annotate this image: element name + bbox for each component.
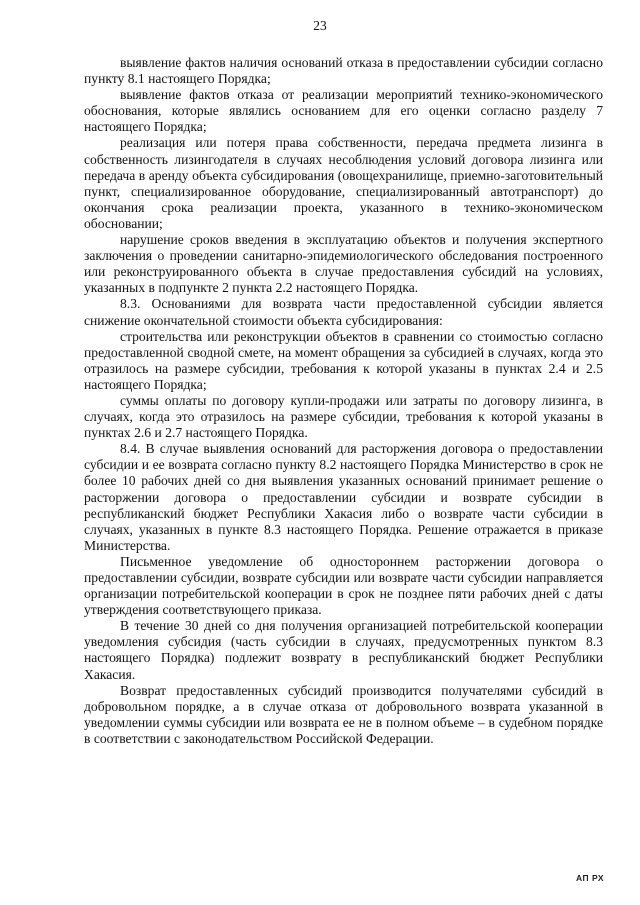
paragraph-written-notice: Письменное уведомление об одностороннем расторжении договора о предоставлении субсидии, возврате субсидии или возврате части субсидии направляется организации потребительской кооперации в срок не позднее пяти рабочих дней с даты утверждения соответствующего приказа. — [84, 553, 603, 618]
paragraph-refund-procedure: Возврат предоставленных субсидий производится получателями субсидий в добровольном порядке, а в случае отказа от добровольного возврата указанной в уведомлении суммы субсидии или возврата ее не в полном объеме – в судебном порядке в соответствии с законодательством Российской Федерации. — [84, 682, 603, 746]
paragraph-construction-cost: строительства или реконструкции объектов в сравнении со стоимостью согласно предоставленной сводной смете, на момент обращения за субсидией в случаях, когда это отразилось на размере субсидии, требования к которой указаны в пунктах 2.4 и 2.5 настоящего Порядка; — [84, 328, 603, 392]
paragraph-30-days: В течение 30 дней со дня получения организацией потребительской кооперации уведомления субсидия (часть субсидии в случаях, предусмотренных пунктом 8.3 настоящего Порядка) подлежит возврату в республиканский бюджет Республики Хакасия. — [84, 618, 603, 682]
paragraph-refusal-grounds: выявление фактов наличия оснований отказа в предоставлении субсидии согласно пункту 8.1 настоящего Порядка; — [84, 55, 603, 87]
paragraph-purchase-cost: суммы оплаты по договору купли-продажи или затраты по договору лизинга, в случаях, когда это отразилось на размере субсидии, требования к которой указаны в пунктах 2.6 и 2.7 настоящего Порядка. — [84, 392, 603, 441]
paragraph-commissioning-violation: нарушение сроков введения в эксплуатацию объектов и получения экспертного заключения о проведении санитарно-эпидемиологического обследования построенного или реконструированного объекта в случае предоставления субсидий на условиях, указанных в подпункте 2 пункта 2.2 настоящего Порядка. — [84, 232, 603, 296]
paragraph-refusal-activities: выявление фактов отказа от реализации мероприятий технико-экономического обоснования, которые являлись основанием для его оценки согласно разделу 7 настоящего Порядка; — [84, 87, 603, 135]
paragraph-8-4: 8.4. В случае выявления оснований для расторжения договора о предоставлении субсидии и ее возврата согласно пункту 8.2 настоящего Порядка Министерство в срок не более 10 рабочих дней со дня выявления указанных оснований принимает решение о расторжении договора о предоставлении субсидии и возврате субсидии в республиканский бюджет Республики Хакасия либо о возврате части субсидии в случаях, указанных в пункте 8.3 настоящего Порядка. Решение отражается в приказе Министерства. — [84, 441, 603, 553]
document-body — [84, 55, 603, 747]
footer-mark: АП РХ — [575, 873, 604, 883]
paragraph-8-3: 8.3. Основаниями для возврата части предоставленной субсидии является снижение окончательной стоимости объекта субсидирования: — [84, 296, 603, 328]
paragraph-ownership-loss: реализация или потеря права собственности, передача предмета лизинга в собственность лизингодателя в случаях несоблюдения условий договора лизинга или передача в аренду объекта субсидирования (овощехранилище, приемно-заготовительный пункт, специализированное оборудование, специализированный автотранспорт) до окончания срока реализации проекта, указанного в технико-экономическом обосновании; — [84, 135, 603, 231]
page-number: 23 — [313, 18, 327, 33]
